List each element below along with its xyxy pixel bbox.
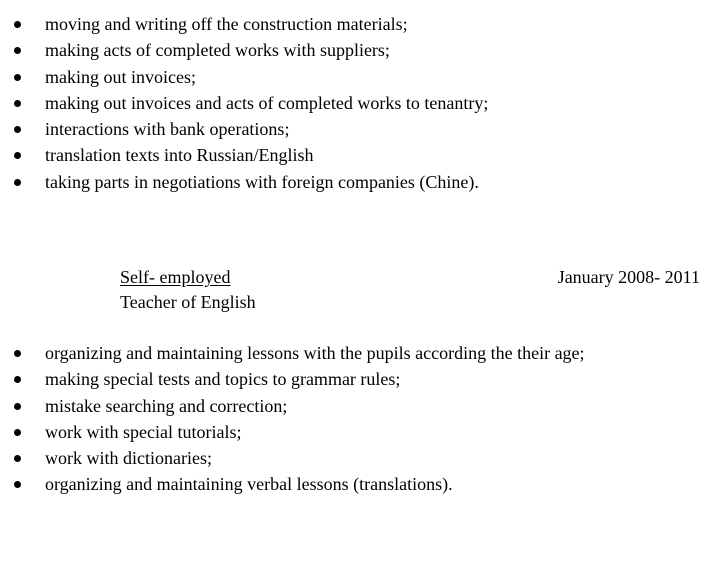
list-item <box>0 445 716 471</box>
teacher-duties-list <box>0 340 716 498</box>
list-item <box>0 116 716 142</box>
list-item <box>0 340 716 366</box>
list-item <box>0 37 716 63</box>
bullet-icon <box>14 21 21 28</box>
list-item-text: making out invoices; <box>45 66 196 87</box>
bullet-icon <box>14 376 21 383</box>
list-item-text: making acts of completed works with suppliers; <box>45 40 390 61</box>
bullet-icon <box>14 350 21 357</box>
list-item <box>0 142 716 168</box>
bullet-icon <box>14 455 21 462</box>
list-item <box>0 90 716 116</box>
list-item-text: organizing and maintaining verbal lessons (translations). <box>45 474 453 495</box>
bullet-icon <box>14 403 21 410</box>
list-item <box>0 419 716 445</box>
employer-name: Self- employed <box>120 267 231 287</box>
list-item-text: moving and writing off the construction materials; <box>45 14 408 34</box>
list-item-text: organizing and maintaining lessons with the pupils according the their age; <box>45 343 585 363</box>
list-item-text: making out invoices and acts of completed works to tenantry; <box>45 92 489 113</box>
previous-duties-list <box>0 11 716 195</box>
bullet-icon <box>14 481 21 488</box>
list-item <box>0 366 716 392</box>
list-item-text: taking parts in negotiations with foreign companies (Chine). <box>45 171 479 192</box>
list-item-text: making special tests and topics to grammar rules; <box>45 369 401 390</box>
bullet-icon <box>14 47 21 54</box>
bullet-icon <box>14 126 21 133</box>
bullet-icon <box>14 74 21 81</box>
employment-period: January 2008- 2011 <box>557 267 700 287</box>
list-item <box>0 471 716 497</box>
list-item-text: interactions with bank operations; <box>45 119 290 140</box>
list-item <box>0 169 716 195</box>
bullet-icon <box>14 179 21 186</box>
list-item <box>0 393 716 419</box>
job-header <box>0 264 716 316</box>
list-item <box>0 64 716 90</box>
bullet-icon <box>14 429 21 436</box>
list-item-text: mistake searching and correction; <box>45 395 288 416</box>
list-item-text: work with special tutorials; <box>45 421 242 442</box>
list-item <box>0 11 716 37</box>
bullet-icon <box>14 152 21 159</box>
list-item-text: translation texts into Russian/English <box>45 145 314 166</box>
list-item-text: work with dictionaries; <box>45 448 212 469</box>
bullet-icon <box>14 100 21 107</box>
job-role: Teacher of English <box>120 292 256 312</box>
